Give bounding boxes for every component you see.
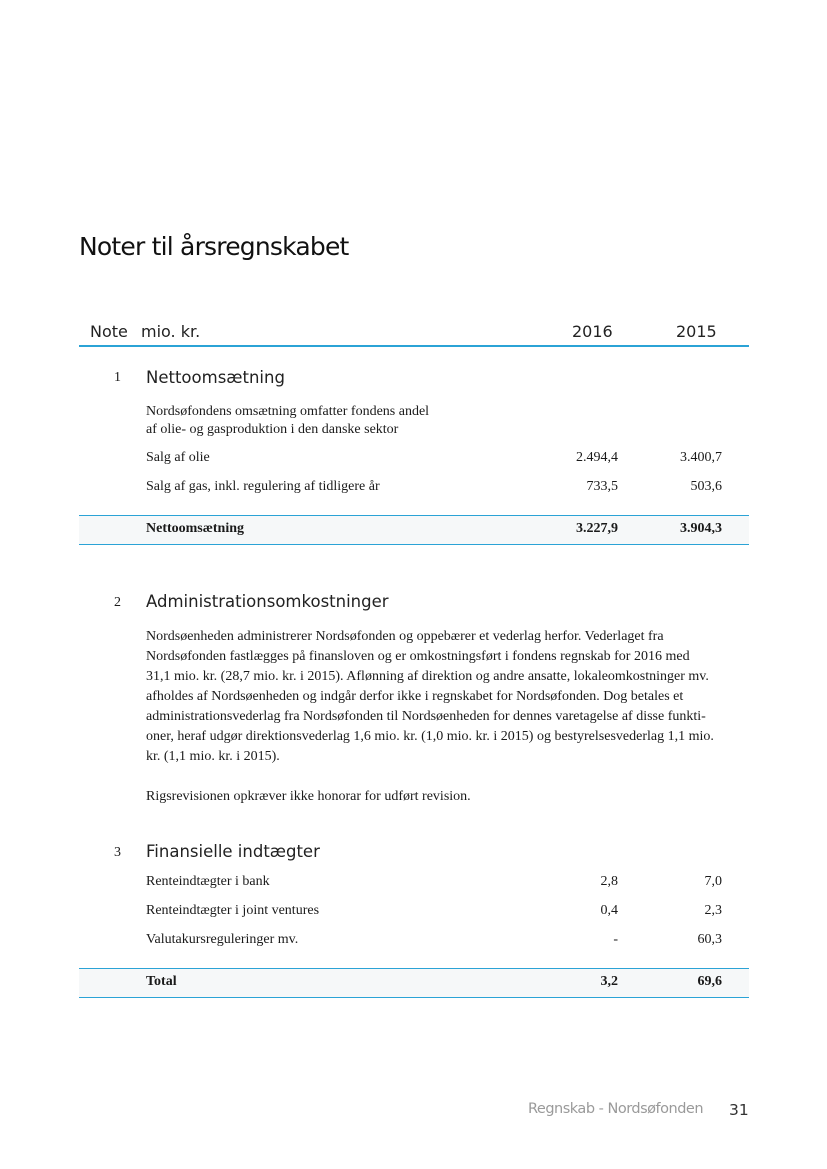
table-row-label: Salg af olie [146, 450, 210, 465]
table-row-value-2015: 7,0 [704, 874, 722, 889]
table-row-value-2016: - [613, 932, 618, 947]
paragraph-line: kr. (1,1 mio. kr. i 2015). [146, 749, 280, 764]
paragraph-line: Nordsøfonden fastlægges på finansloven og er omkostningsført i fondens regnskab for 2016 med [146, 649, 690, 664]
table-row-label: Renteindtægter i bank [146, 874, 270, 889]
table-row-label: Salg af gas, inkl. regulering af tidligere år [146, 479, 380, 494]
table-row-value-2015: 503,6 [690, 479, 722, 494]
total-label: Nettoomsætning [146, 521, 244, 536]
unit-column-header: mio. kr. [141, 322, 201, 341]
total-label: Total [146, 974, 177, 989]
table-row-value-2016: 2,8 [600, 874, 618, 889]
paragraph-line: administrationsvederlag fra Nordsøfonden til Nordsøenheden for dennes varetagelse af disse funkti- [146, 709, 706, 724]
note-3-heading: Finansielle indtægter [146, 842, 320, 861]
table-row-value-2015: 3.400,7 [680, 450, 722, 465]
note-1-intro-line: af olie- og gasproduktion i den danske sektor [146, 422, 399, 437]
total-value-2016: 3,2 [600, 974, 618, 989]
total-value-2015: 3.904,3 [680, 521, 722, 536]
year-2015-header: 2015 [676, 322, 717, 341]
paragraph-line: 31,1 mio. kr. (28,7 mio. kr. i 2015). Aflønning af direktion og andre ansatte, lokaleomkostninger mv. [146, 669, 709, 684]
note-2-number: 2 [114, 595, 121, 610]
note-3-number: 3 [114, 845, 121, 860]
paragraph-line: oner, heraf udgør direktionsvederlag 1,6 mio. kr. (1,0 mio. kr. i 2015) og bestyrelsesvederlag 1,1 mio. [146, 729, 714, 744]
total-value-2016: 3.227,9 [576, 521, 618, 536]
revision-note: Rigsrevisionen opkræver ikke honorar for udført revision. [146, 789, 471, 804]
paragraph-line: afholdes af Nordsøenheden og indgår derfor ikke i regnskabet for Nordsøfonden. Dog betales et [146, 689, 684, 704]
table-row-label: Renteindtægter i joint ventures [146, 903, 320, 918]
table-row-label: Valutakursreguleringer mv. [146, 932, 299, 947]
table-row-value-2016: 2.494,4 [576, 450, 618, 465]
table-row-value-2016: 733,5 [586, 479, 618, 494]
table-row-value-2015: 2,3 [704, 903, 722, 918]
footer-text: Regnskab - Nordsøfonden [528, 1101, 704, 1117]
note-2-heading: Administrationsomkostninger [146, 592, 389, 611]
note-1-heading: Nettoomsætning [146, 368, 285, 387]
note-1-number: 1 [114, 370, 121, 385]
note-1-intro-line: Nordsøfondens omsætning omfatter fondens andel [146, 404, 430, 419]
table-row-value-2015: 60,3 [697, 932, 722, 947]
header-divider [79, 345, 749, 347]
note-column-header: Note [90, 322, 128, 341]
page-title: Noter til årsregnskabet [79, 232, 349, 261]
table-row-value-2016: 0,4 [600, 903, 618, 918]
paragraph-line: Nordsøenheden administrerer Nordsøfonden og oppebærer et vederlag herfor. Vederlaget fra [146, 629, 664, 644]
page-number: 31 [729, 1101, 749, 1119]
year-2016-header: 2016 [572, 322, 613, 341]
total-value-2015: 69,6 [697, 974, 722, 989]
note-1-intro [146, 403, 746, 439]
note-2-paragraph [146, 627, 746, 767]
